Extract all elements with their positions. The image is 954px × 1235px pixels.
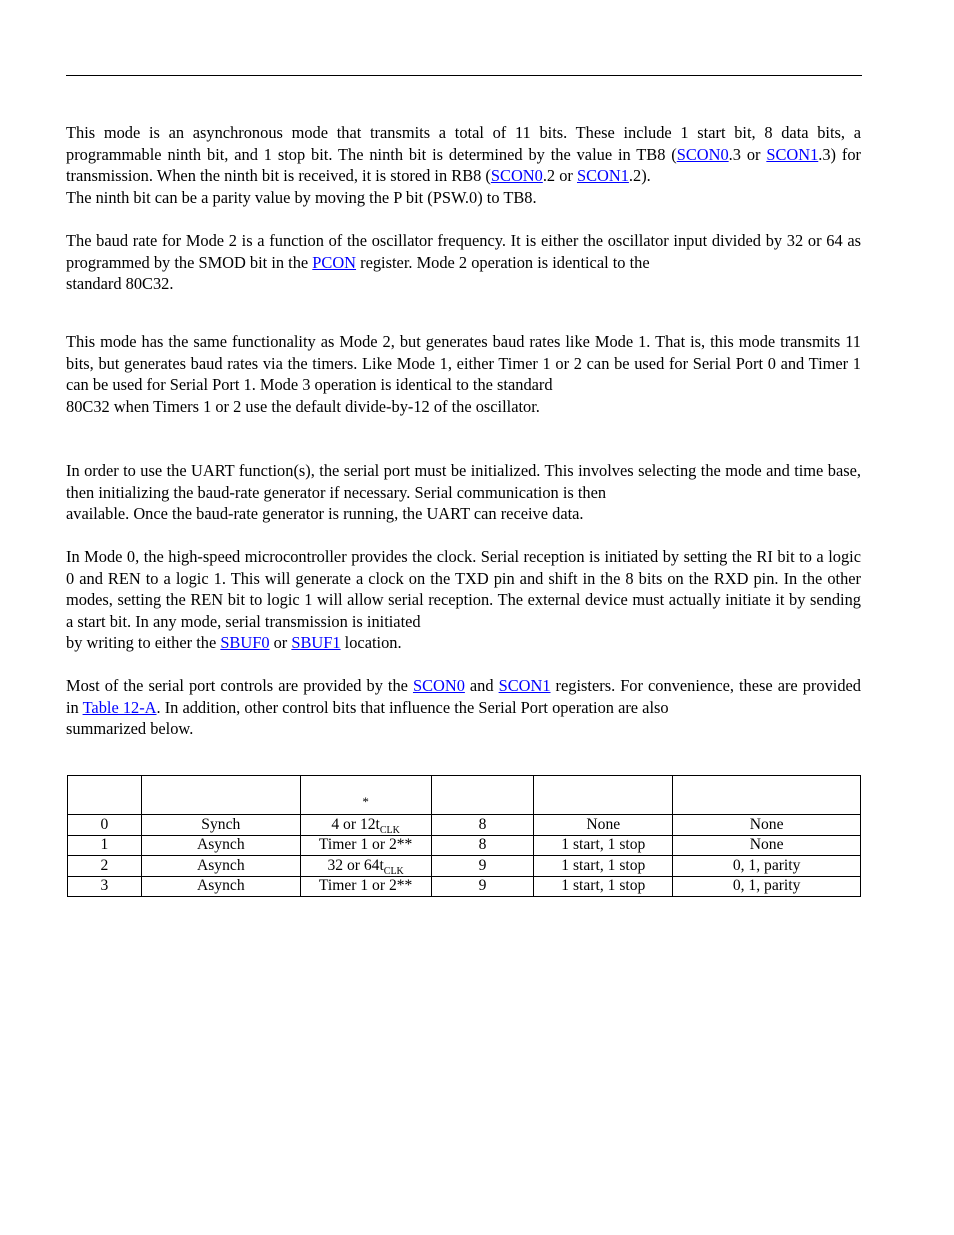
cell-baud bbox=[300, 876, 431, 897]
p2-text-1: The baud rate for Mode 2 is a function of the oscillator frequency. It is either the oscillator input divided by 32 or 64 as programmed by the SMOD bit in the bbox=[66, 231, 861, 272]
header-cell-baud-rate bbox=[300, 776, 431, 815]
p5-text-4: location. bbox=[340, 633, 402, 652]
sbuf0-link[interactable]: SBUF0 bbox=[220, 633, 270, 652]
header-cell-mode bbox=[68, 776, 142, 815]
p1-text-6: The ninth bit can be a parity value by moving the P bit (PSW.0) to TB8. bbox=[66, 187, 537, 207]
cell-ninth: 0, 1, parity bbox=[673, 856, 861, 877]
header-rule bbox=[66, 75, 862, 76]
cell-start-stop: 1 start, 1 stop bbox=[534, 876, 673, 897]
cell-baud bbox=[300, 835, 431, 856]
table-header-row bbox=[68, 776, 861, 815]
p1-text-4: .2 or bbox=[542, 166, 577, 185]
scon0-link[interactable]: SCON0 bbox=[490, 166, 543, 185]
cell-baud bbox=[300, 815, 431, 836]
cell-ninth: 0, 1, parity bbox=[673, 876, 861, 897]
cell-bits: 9 bbox=[431, 876, 534, 897]
p2-text-3: standard 80C32. bbox=[66, 274, 174, 293]
mode0-reception-paragraph bbox=[66, 546, 861, 654]
header-cell-data-bits bbox=[431, 776, 534, 815]
scon0-link[interactable]: SCON0 bbox=[676, 144, 729, 164]
p5-text-2: by writing to either the bbox=[66, 633, 221, 652]
cell-ninth: None bbox=[673, 815, 861, 836]
cell-baud-sub: CLK bbox=[383, 865, 404, 877]
cell-sync: Asynch bbox=[141, 876, 300, 897]
scon1-link[interactable]: SCON1 bbox=[498, 676, 551, 695]
table-12a-link[interactable]: Table 12-A bbox=[82, 697, 157, 717]
serial-controls-paragraph bbox=[66, 675, 861, 740]
p3-text-1: This mode has the same functionality as Mode 2, but generates baud rates like Mode 1. That is, this mode transmits 11 bits, but generates baud rates via the timers. Like Mode 1, either Timer 1 or 2 can be used for Serial Port 0 and Timer 1 can be used for Serial Port 1. Mode 3 operation is identical to the standard bbox=[66, 332, 861, 394]
p1-text-5: .2). bbox=[628, 166, 651, 185]
cell-start-stop: 1 start, 1 stop bbox=[534, 856, 673, 877]
cell-baud-main: 32 or 64t bbox=[327, 856, 384, 874]
cell-ninth: None bbox=[673, 835, 861, 856]
cell-sync: Asynch bbox=[141, 835, 300, 856]
table-row bbox=[68, 835, 861, 856]
cell-sync: Synch bbox=[141, 815, 300, 836]
p6-text-5: summarized below. bbox=[66, 719, 194, 738]
p2-text-2: register. Mode 2 operation is identical to the bbox=[356, 252, 650, 272]
serial-port-modes-table bbox=[67, 775, 861, 897]
table-row bbox=[68, 876, 861, 897]
cell-baud-main: 4 or 12t bbox=[331, 815, 380, 833]
cell-bits: 8 bbox=[431, 815, 534, 836]
cell-mode: 3 bbox=[68, 876, 142, 897]
scon0-link[interactable]: SCON0 bbox=[412, 676, 465, 695]
table-row bbox=[68, 856, 861, 877]
mode2-description-paragraph bbox=[66, 122, 861, 208]
cell-mode: 2 bbox=[68, 856, 142, 877]
scon1-link[interactable]: SCON1 bbox=[766, 144, 819, 164]
cell-mode: 1 bbox=[68, 835, 142, 856]
scon1-link[interactable]: SCON1 bbox=[576, 166, 629, 185]
p1-text-2: .3 or bbox=[728, 144, 767, 164]
cell-baud-sub: CLK bbox=[379, 824, 400, 836]
mode2-baud-rate-paragraph bbox=[66, 230, 861, 295]
uart-init-paragraph bbox=[66, 460, 861, 525]
cell-start-stop: 1 start, 1 stop bbox=[534, 835, 673, 856]
cell-start-stop: None bbox=[534, 815, 673, 836]
cell-bits: 9 bbox=[431, 856, 534, 877]
p6-text-2: and bbox=[464, 676, 499, 695]
cell-baud-main: Timer 1 or 2** bbox=[318, 877, 413, 895]
mode3-description-paragraph bbox=[66, 331, 861, 417]
header-cell-start-stop bbox=[534, 776, 673, 815]
cell-sync: Asynch bbox=[141, 856, 300, 877]
p5-last-line bbox=[66, 632, 861, 654]
p5-text-3: or bbox=[269, 633, 292, 652]
p4-text-1: In order to use the UART function(s), the serial port must be initialized. This involves selecting the mode and time base, then initializing the baud-rate generator if necessary. Serial communication is then bbox=[66, 461, 861, 502]
cell-baud-main: Timer 1 or 2** bbox=[318, 836, 413, 854]
header-cell-ninth-bit bbox=[673, 776, 861, 815]
p3-text-2: 80C32 when Timers 1 or 2 use the default divide-by-12 of the oscillator. bbox=[66, 396, 540, 416]
header-cell-synch bbox=[141, 776, 300, 815]
cell-baud bbox=[300, 856, 431, 877]
cell-bits: 8 bbox=[431, 835, 534, 856]
p6-text-4: . In addition, other control bits that influence the Serial Port operation are also bbox=[156, 697, 669, 717]
header-star-mark: * bbox=[362, 794, 369, 809]
p6-text-3: registers. For convenience, these are provided in bbox=[66, 676, 861, 717]
pcon-link[interactable]: PCON bbox=[312, 252, 357, 272]
p5-text-1: In Mode 0, the high-speed microcontroller provides the clock. Serial reception is initiated by setting the RI bit to a logic 0 and REN to a logic 1. This will generate a clock on the TXD pin and shift in the 8 bits on the RXD pin. In the other modes, setting the REN bit to logic 1 will allow serial reception. The external device must actually initiate it by sending a start bit. In any mode, serial transmission is initiated bbox=[66, 547, 861, 631]
p1-text-3: .3) for transmission. When the ninth bit is received, it is stored in RB8 ( bbox=[66, 144, 861, 185]
p1-text-1: This mode is an asynchronous mode that transmits a total of 11 bits. These include 1 start bit, 8 data bits, a programmable ninth bit, and 1 stop bit. The ninth bit is determined by the value in TB8 ( bbox=[66, 123, 861, 164]
p6-text-1: Most of the serial port controls are provided by the bbox=[66, 676, 413, 695]
p4-text-2: available. Once the baud-rate generator is running, the UART can receive data. bbox=[66, 504, 584, 523]
table-row bbox=[68, 815, 861, 836]
cell-mode: 0 bbox=[68, 815, 142, 836]
sbuf1-link[interactable]: SBUF1 bbox=[291, 633, 341, 652]
